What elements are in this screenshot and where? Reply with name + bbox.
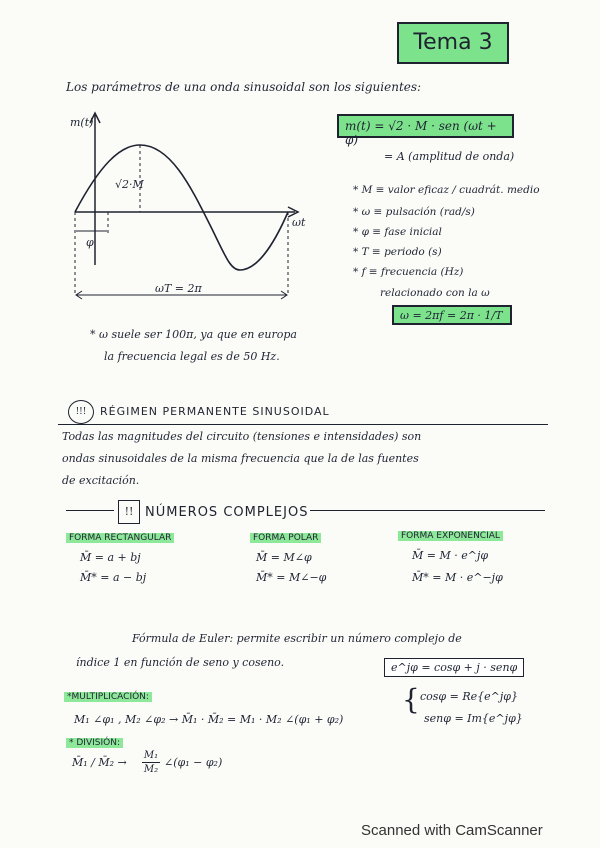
form-label-exponential: FORMA EXPONENCIAL bbox=[398, 531, 503, 541]
complex-mark: !! bbox=[118, 500, 140, 524]
euler-text-line: Fórmula de Euler: permite escribir un número complejo de bbox=[132, 632, 462, 645]
regimen-text-line: Todas las magnitudes del circuito (tensiones e intensidades) son bbox=[62, 430, 422, 443]
graph-period-label: ωT = 2π bbox=[155, 282, 202, 295]
omega-formula-box: ω = 2πf = 2π · 1/T bbox=[392, 305, 512, 325]
amplitude-note: = A (amplitud de onda) bbox=[384, 150, 515, 163]
regimen-title: RÉGIMEN PERMANENTE SINUSOIDAL bbox=[100, 405, 330, 418]
graph-xlabel: ωt bbox=[292, 216, 306, 229]
form-formula: M̄* = a − bj bbox=[80, 571, 147, 584]
param-item: * M ≡ valor eficaz / cuadrát. medio bbox=[353, 184, 540, 196]
euler-cos: cosφ = Re{e^jφ} bbox=[420, 690, 518, 703]
division-angle: ∠(φ₁ − φ₂) bbox=[164, 756, 223, 769]
euler-sen: senφ = Im{e^jφ} bbox=[424, 712, 523, 725]
form-formula: M̄ = a + bj bbox=[80, 551, 141, 564]
form-formula: M̄ = M∠φ bbox=[256, 551, 312, 564]
multiplication-label: *MULTIPLICACIÓN: bbox=[64, 692, 152, 702]
euler-formula-box: e^jφ = cosφ + j · senφ bbox=[384, 658, 524, 677]
scanner-footer: Scanned with CamScanner bbox=[361, 822, 543, 839]
complex-title: NÚMEROS COMPLEJOS bbox=[145, 505, 309, 520]
graph-ylabel: m(t) bbox=[70, 116, 94, 129]
title-box bbox=[397, 22, 509, 64]
division-label: * DIVISIÓN: bbox=[66, 738, 123, 748]
regimen-text-line: ondas sinusoidales de la misma frecuencia que la de las fuentes bbox=[62, 452, 419, 465]
form-formula: M̄ = M · e^jφ bbox=[412, 549, 489, 562]
euler-text-line: índice 1 en función de seno y coseno. bbox=[76, 656, 285, 669]
division-numerator: M₁ bbox=[143, 750, 159, 761]
regimen-rule bbox=[58, 424, 548, 425]
param-item: * T ≡ periodo (s) bbox=[353, 246, 442, 258]
param-item: * φ ≡ fase inicial bbox=[353, 226, 442, 238]
complex-rule-right bbox=[310, 510, 545, 511]
form-label-polar: FORMA POLAR bbox=[250, 533, 321, 543]
graph-phase-label: φ bbox=[86, 236, 94, 249]
division-expression: M̄₁ / M̄₂ → bbox=[72, 756, 127, 769]
form-formula: M̄* = M∠−φ bbox=[256, 571, 327, 584]
brace-icon: { bbox=[402, 683, 420, 716]
complex-rule-left bbox=[66, 510, 114, 511]
param-item: * f ≡ frecuencia (Hz) bbox=[353, 266, 464, 278]
warning-icon: !!! bbox=[68, 400, 94, 424]
sine-formula-box: m(t) = √2 · M · sen (ωt + φ) bbox=[337, 114, 514, 138]
omega-note-line-1: * ω suele ser 100π, ya que en europa bbox=[90, 328, 297, 341]
graph-amplitude-label: √2·M bbox=[115, 178, 144, 191]
page-title: Tema 3 bbox=[413, 30, 493, 55]
form-formula: M̄* = M · e^−jφ bbox=[412, 571, 503, 584]
intro-text: Los parámetros de una onda sinusoidal son los siguientes: bbox=[66, 80, 422, 94]
fraction-bar bbox=[142, 762, 160, 763]
regimen-text-line: de excitación. bbox=[62, 474, 140, 487]
relation-note: relacionado con la ω bbox=[380, 287, 490, 299]
multiplication-expression: M₁ ∠φ₁ , M₂ ∠φ₂ → M̄₁ · M̄₂ = M₁ · M₂ ∠(φ₁ + φ₂) bbox=[74, 713, 344, 726]
division-denominator: M₂ bbox=[143, 764, 159, 775]
omega-note-line-2: la frecuencia legal es de 50 Hz. bbox=[104, 350, 280, 363]
form-label-rectangular: FORMA RECTANGULAR bbox=[66, 533, 174, 543]
param-item: * ω ≡ pulsación (rad/s) bbox=[353, 206, 475, 218]
